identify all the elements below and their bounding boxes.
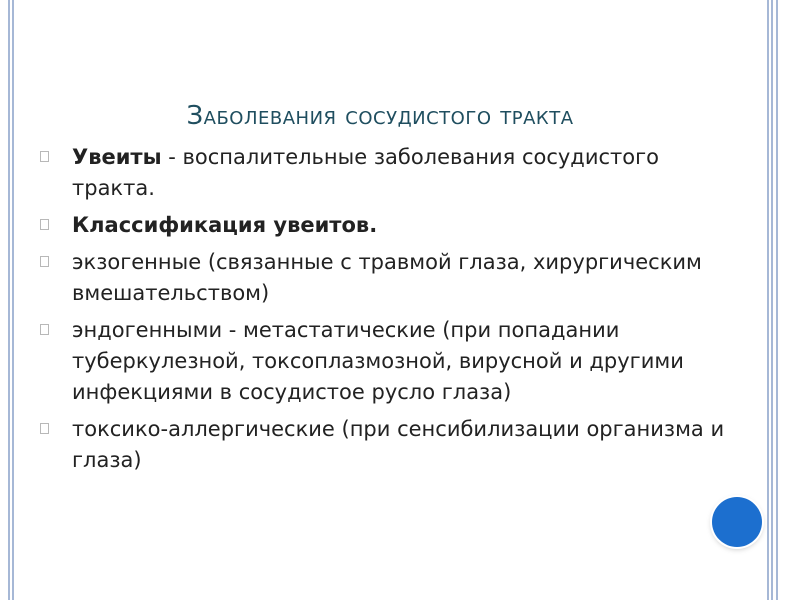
frame-line-right-inner <box>767 0 769 600</box>
square-bullet-icon <box>40 151 49 162</box>
frame-line-right-middle <box>771 0 773 600</box>
square-bullet-icon <box>40 324 49 335</box>
bullet-text: токсико-аллергические (при сенсибилизации организма и глаза) <box>72 417 725 472</box>
square-bullet-icon <box>40 423 49 434</box>
frame-line-right-outer <box>776 0 778 600</box>
bullet-text: - воспалительные заболевания сосудистого тракта. <box>72 145 659 200</box>
bullet-text: эндогенными - метастатические (при попадании туберкулезной, токсоплазмозной, вирусной и другими инфекциями в сосудистое русло глаза) <box>72 318 684 404</box>
bullet-item <box>40 142 740 204</box>
frame-line-left-inner <box>12 0 14 600</box>
bullet-bold-text: Увеиты <box>72 145 162 169</box>
blue-circle-decoration <box>712 497 762 547</box>
bullet-bold-text: Классификация увеитов. <box>72 213 378 237</box>
bullet-item <box>40 210 740 241</box>
bullet-text: экзогенные (связанные с травмой глаза, хирургическим вмешательством) <box>72 250 702 305</box>
slide-title: Заболевания сосудистого тракта <box>186 101 574 132</box>
frame-line-left-outer <box>8 0 10 600</box>
bullet-list <box>40 142 740 482</box>
square-bullet-icon <box>40 256 49 267</box>
bullet-item <box>40 315 740 408</box>
square-bullet-icon <box>40 219 49 230</box>
bullet-item <box>40 414 740 476</box>
bullet-item <box>40 247 740 309</box>
